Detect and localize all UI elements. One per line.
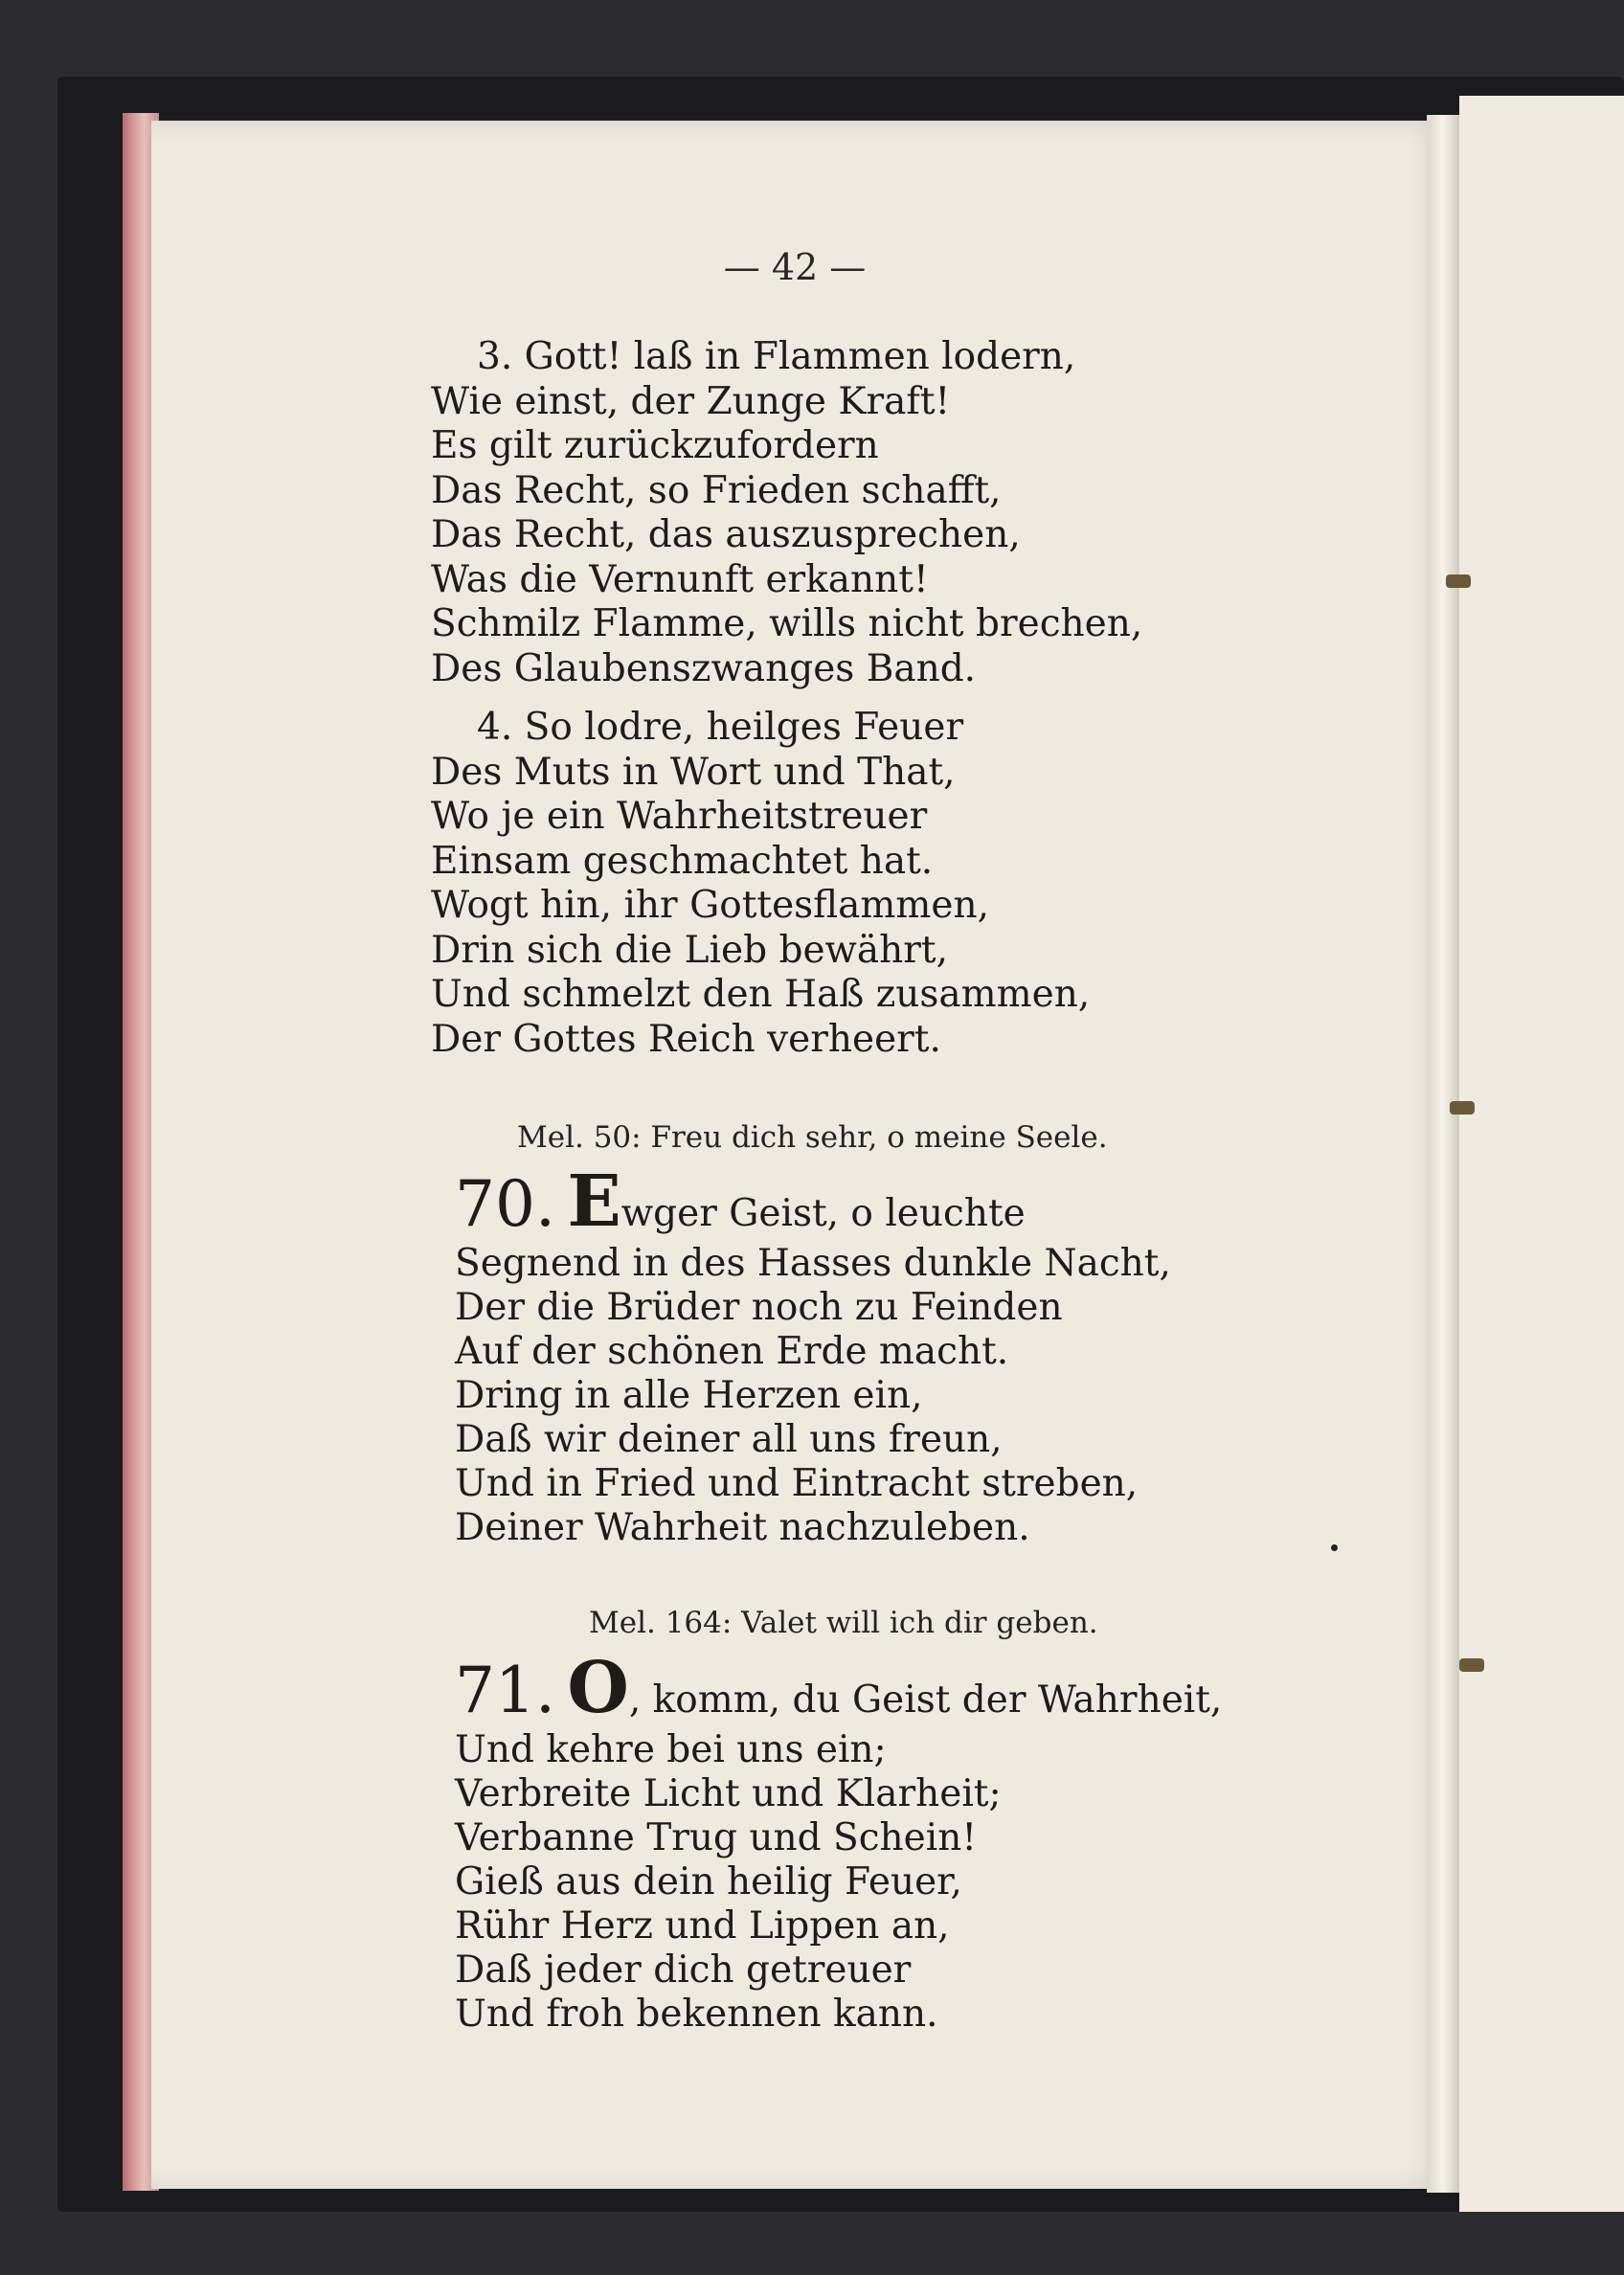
hymn-line: Rühr Herz und Lippen an, <box>455 1904 950 1948</box>
verse-line: Einsam geschmachtet hat. <box>431 839 934 883</box>
hymn-line: Dring in alle Herzen ein, <box>455 1374 923 1417</box>
verse-line: Wie einst, der Zunge Kraft! <box>431 379 951 423</box>
verse-line: 3. Gott! laß in Flammen lodern, <box>477 335 1076 378</box>
hymn-line: Und in Fried und Eintracht streben, <box>455 1462 1139 1505</box>
verse-line: Das Recht, das auszusprechen, <box>431 513 1021 556</box>
page-number: — 42 — <box>723 246 867 288</box>
verse-4 <box>431 706 1090 1062</box>
verse-line: Was die Vernunft erkannt! <box>431 557 929 601</box>
book-gutter <box>1427 115 1459 2193</box>
hymn-line: Auf der schönen Erde macht. <box>455 1330 1009 1373</box>
verse-line: Das Recht, so Frieden schafft, <box>431 468 1002 512</box>
hymn-70 <box>455 1160 1171 1550</box>
verse-line: Es gilt zurückzufordern <box>431 424 879 467</box>
verse-line: Des Muts in Wort und That, <box>431 750 956 794</box>
verse-line: 4. So lodre, heilges Feuer <box>477 706 964 749</box>
hymn-line: Gieß aus dein heilig Feuer, <box>455 1860 962 1903</box>
hymn-first-line: wger Geist, o leuchte <box>620 1192 1026 1235</box>
hymn-line: Und froh bekennen kann. <box>455 1993 938 2036</box>
verse-line: Der Gottes Reich verheert. <box>431 1017 941 1061</box>
hymn-line: Daß wir deiner all uns freun, <box>455 1418 1003 1461</box>
melody-line-70: Mel. 50: Freu dich sehr, o meine Seele. <box>517 1120 1108 1155</box>
hymn-number: 70. <box>455 1167 555 1241</box>
verse-line: Drin sich die Lieb bewährt, <box>431 928 948 972</box>
hymn-line: Der die Brüder noch zu Feinden <box>455 1286 1063 1329</box>
binding-tab <box>1450 1101 1475 1115</box>
hymn-line: Daß jeder dich getreuer <box>455 1948 912 1992</box>
hymn-line: Verbreite Licht und Klarheit; <box>455 1772 1002 1815</box>
hymn-initial: E <box>567 1160 621 1243</box>
verse-line: Des Glaubenszwanges Band. <box>431 646 977 690</box>
ink-dot <box>1331 1544 1338 1551</box>
hymn-first-line: , komm, du Geist der Wahrheit, <box>628 1678 1223 1722</box>
hymn-line: Segnend in des Hasses dunkle Nacht, <box>455 1242 1171 1285</box>
hymn-line: Und kehre bei uns ein; <box>455 1728 887 1771</box>
hymn-71 <box>455 1647 1223 2037</box>
verse-line: Wogt hin, ihr Gottesflammen, <box>431 884 989 927</box>
binding-tab <box>1459 1658 1484 1672</box>
hymn-number: 71. <box>455 1654 555 1727</box>
verse-line: Schmilz Flamme, wills nicht brechen, <box>431 602 1143 645</box>
melody-line-71: Mel. 164: Valet will ich dir geben. <box>589 1606 1098 1640</box>
verse-line: Und schmelzt den Haß zusammen, <box>431 973 1091 1016</box>
verse-3 <box>431 335 1142 691</box>
binding-tab <box>1446 574 1471 588</box>
hymn-line: Verbanne Trug und Schein! <box>455 1816 977 1859</box>
verse-line: Wo je ein Wahrheitstreuer <box>431 795 928 838</box>
right-page-edge <box>1459 96 1624 2212</box>
hymn-initial: O <box>567 1647 629 1729</box>
hymn-line: Deiner Wahrheit nachzuleben. <box>455 1506 1030 1549</box>
